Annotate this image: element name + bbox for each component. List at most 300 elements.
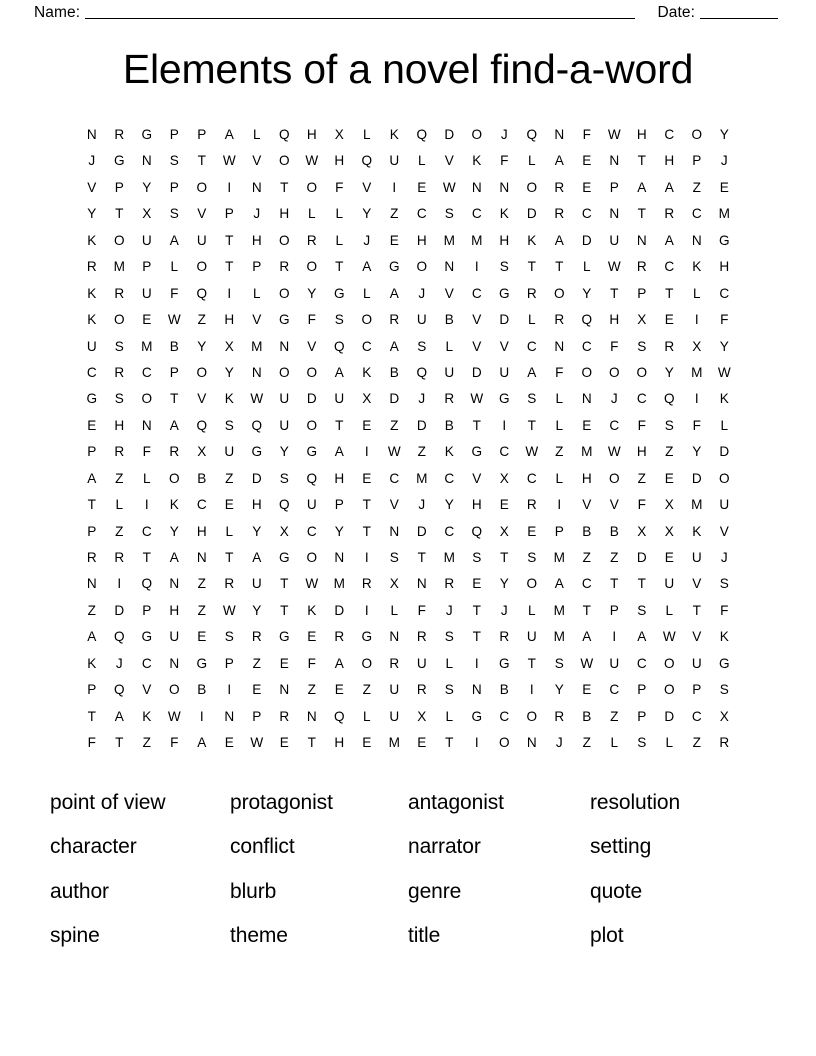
grid-cell[interactable]: K <box>499 206 509 222</box>
grid-cell[interactable]: Q <box>278 497 290 513</box>
grid-cell[interactable]: X <box>224 338 234 354</box>
grid-cell[interactable]: R <box>224 576 235 592</box>
grid-cell[interactable]: T <box>692 602 701 618</box>
grid-cell[interactable]: W <box>167 312 181 328</box>
grid-cell[interactable]: L <box>445 708 454 724</box>
grid-cell[interactable]: K <box>444 444 454 460</box>
grid-cell[interactable]: S <box>279 470 289 486</box>
grid-cell[interactable]: X <box>664 523 674 539</box>
grid-cell[interactable]: S <box>637 602 647 618</box>
grid-cell[interactable]: Y <box>554 682 564 698</box>
grid-cell[interactable]: V <box>197 391 207 407</box>
grid-cell[interactable]: B <box>609 523 619 539</box>
grid-cell[interactable]: Q <box>333 338 345 354</box>
grid-cell[interactable]: F <box>692 417 701 433</box>
grid-cell[interactable]: W <box>250 735 264 751</box>
grid-cell[interactable]: O <box>196 259 208 275</box>
grid-cell[interactable]: J <box>445 602 453 618</box>
grid-cell[interactable]: M <box>553 602 565 618</box>
grid-cell[interactable]: T <box>610 285 619 301</box>
grid-cell[interactable]: R <box>361 576 372 592</box>
grid-cell[interactable]: H <box>251 497 262 513</box>
grid-cell[interactable]: A <box>582 629 592 645</box>
grid-cell[interactable]: H <box>471 497 482 513</box>
word-list-item[interactable]: conflict <box>230 835 295 859</box>
grid-cell[interactable]: I <box>694 312 699 328</box>
grid-cell[interactable]: H <box>169 602 180 618</box>
grid-cell[interactable]: L <box>225 523 234 539</box>
grid-cell[interactable]: P <box>609 179 619 195</box>
grid-cell[interactable]: L <box>692 285 701 301</box>
grid-cell[interactable]: W <box>607 127 621 143</box>
grid-cell[interactable]: A <box>169 232 179 248</box>
grid-cell[interactable]: R <box>719 735 730 751</box>
grid-cell[interactable]: V <box>389 497 399 513</box>
grid-cell[interactable]: O <box>196 364 208 380</box>
word-list-item[interactable]: author <box>50 879 109 903</box>
grid-cell[interactable]: G <box>361 629 373 645</box>
grid-cell[interactable]: P <box>637 285 647 301</box>
grid-cell[interactable]: C <box>141 364 152 380</box>
grid-cell[interactable]: E <box>279 735 289 751</box>
word-list-item[interactable]: point of view <box>50 790 166 814</box>
grid-cell[interactable]: C <box>636 391 647 407</box>
grid-cell[interactable]: C <box>86 364 97 380</box>
grid-cell[interactable]: K <box>692 523 702 539</box>
grid-cell[interactable]: G <box>498 285 510 301</box>
grid-cell[interactable]: I <box>474 735 479 751</box>
grid-cell[interactable]: A <box>637 179 647 195</box>
grid-cell[interactable]: Q <box>416 127 428 143</box>
grid-cell[interactable]: T <box>335 417 344 433</box>
grid-cell[interactable]: E <box>389 232 399 248</box>
grid-cell[interactable]: L <box>527 312 536 328</box>
grid-cell[interactable]: A <box>197 735 207 751</box>
grid-cell[interactable]: Q <box>141 576 153 592</box>
grid-cell[interactable]: R <box>306 232 317 248</box>
grid-cell[interactable]: X <box>389 576 399 592</box>
grid-cell[interactable]: R <box>389 312 400 328</box>
grid-cell[interactable]: D <box>416 523 427 539</box>
grid-cell[interactable]: O <box>278 285 290 301</box>
grid-cell[interactable]: P <box>252 708 262 724</box>
grid-cell[interactable]: C <box>499 708 510 724</box>
grid-cell[interactable]: N <box>554 338 565 354</box>
grid-cell[interactable]: D <box>471 364 482 380</box>
word-list-item[interactable]: setting <box>590 835 652 859</box>
grid-cell[interactable]: M <box>691 364 703 380</box>
grid-cell[interactable]: L <box>527 153 536 169</box>
grid-cell[interactable]: L <box>307 206 316 222</box>
grid-cell[interactable]: U <box>691 655 702 671</box>
grid-cell[interactable]: P <box>87 523 97 539</box>
grid-cell[interactable]: Y <box>197 338 207 354</box>
grid-cell[interactable]: O <box>278 153 290 169</box>
grid-cell[interactable]: E <box>362 735 372 751</box>
grid-cell[interactable]: G <box>113 153 125 169</box>
grid-cell[interactable]: T <box>142 550 151 566</box>
grid-cell[interactable]: G <box>333 285 345 301</box>
grid-cell[interactable]: A <box>389 338 399 354</box>
grid-cell[interactable]: K <box>527 232 537 248</box>
grid-cell[interactable]: W <box>305 153 319 169</box>
grid-cell[interactable]: E <box>582 682 592 698</box>
grid-cell[interactable]: L <box>252 285 261 301</box>
grid-cell[interactable]: E <box>417 179 427 195</box>
grid-cell[interactable]: L <box>252 127 261 143</box>
grid-cell[interactable]: Z <box>390 417 399 433</box>
grid-cell[interactable]: T <box>417 550 426 566</box>
grid-cell[interactable]: V <box>692 629 702 645</box>
grid-cell[interactable]: R <box>526 497 537 513</box>
grid-cell[interactable]: E <box>417 735 427 751</box>
grid-cell[interactable]: V <box>252 312 262 328</box>
grid-cell[interactable]: E <box>279 655 289 671</box>
grid-cell[interactable]: W <box>525 444 539 460</box>
grid-cell[interactable]: W <box>717 364 731 380</box>
grid-cell[interactable]: H <box>114 417 125 433</box>
grid-cell[interactable]: I <box>364 550 369 566</box>
grid-cell[interactable]: X <box>334 127 344 143</box>
grid-cell[interactable]: U <box>499 364 510 380</box>
grid-cell[interactable]: X <box>719 708 729 724</box>
grid-cell[interactable]: T <box>637 206 646 222</box>
grid-cell[interactable]: P <box>197 127 207 143</box>
grid-cell[interactable]: Y <box>169 523 179 539</box>
grid-cell[interactable]: T <box>115 206 124 222</box>
grid-cell[interactable]: E <box>527 523 537 539</box>
grid-cell[interactable]: P <box>224 655 234 671</box>
grid-cell[interactable]: R <box>526 285 537 301</box>
grid-cell[interactable]: O <box>168 682 180 698</box>
grid-cell[interactable]: O <box>306 417 318 433</box>
grid-cell[interactable]: R <box>279 708 290 724</box>
grid-cell[interactable]: J <box>720 153 728 169</box>
grid-cell[interactable]: Q <box>306 470 318 486</box>
grid-cell[interactable]: T <box>170 391 179 407</box>
grid-cell[interactable]: R <box>389 655 400 671</box>
grid-cell[interactable]: J <box>418 391 426 407</box>
grid-cell[interactable]: T <box>665 285 674 301</box>
grid-cell[interactable]: R <box>636 259 647 275</box>
grid-cell[interactable]: Y <box>499 576 509 592</box>
grid-cell[interactable]: Y <box>87 206 97 222</box>
grid-cell[interactable]: Q <box>471 523 483 539</box>
grid-cell[interactable]: I <box>364 602 369 618</box>
grid-cell[interactable]: T <box>307 735 316 751</box>
grid-cell[interactable]: C <box>444 470 455 486</box>
grid-cell[interactable]: O <box>306 179 318 195</box>
word-list-item[interactable]: narrator <box>408 835 481 859</box>
grid-cell[interactable]: E <box>472 576 482 592</box>
grid-cell[interactable]: L <box>362 708 371 724</box>
grid-cell[interactable]: T <box>637 576 646 592</box>
grid-cell[interactable]: O <box>608 364 620 380</box>
grid-cell[interactable]: Y <box>224 364 234 380</box>
grid-cell[interactable]: A <box>87 470 97 486</box>
grid-cell[interactable]: W <box>470 391 484 407</box>
grid-cell[interactable]: T <box>280 576 289 592</box>
grid-cell[interactable]: W <box>607 259 621 275</box>
grid-cell[interactable]: O <box>498 735 510 751</box>
grid-cell[interactable]: X <box>664 497 674 513</box>
grid-cell[interactable]: T <box>225 550 234 566</box>
grid-cell[interactable]: U <box>609 232 620 248</box>
grid-cell[interactable]: Q <box>251 417 263 433</box>
grid-cell[interactable]: K <box>389 127 399 143</box>
grid-cell[interactable]: O <box>306 259 318 275</box>
grid-cell[interactable]: Q <box>113 682 125 698</box>
grid-cell[interactable]: T <box>582 602 591 618</box>
grid-cell[interactable]: I <box>364 444 369 460</box>
word-list-item[interactable]: genre <box>408 879 462 903</box>
grid-cell[interactable]: Z <box>610 550 619 566</box>
grid-cell[interactable]: M <box>388 735 400 751</box>
grid-cell[interactable]: G <box>278 629 290 645</box>
grid-cell[interactable]: P <box>142 259 152 275</box>
grid-cell[interactable]: A <box>87 629 97 645</box>
grid-cell[interactable]: O <box>526 179 538 195</box>
grid-cell[interactable]: M <box>553 629 565 645</box>
grid-cell[interactable]: Y <box>252 602 262 618</box>
grid-cell[interactable]: G <box>278 550 290 566</box>
grid-cell[interactable]: P <box>554 523 564 539</box>
grid-cell[interactable]: V <box>307 338 317 354</box>
grid-cell[interactable]: G <box>718 232 730 248</box>
grid-cell[interactable]: Z <box>225 470 234 486</box>
grid-cell[interactable]: U <box>691 550 702 566</box>
grid-cell[interactable]: Z <box>665 444 674 460</box>
grid-cell[interactable]: U <box>389 708 400 724</box>
grid-cell[interactable]: M <box>553 550 565 566</box>
grid-cell[interactable]: J <box>115 655 123 671</box>
grid-cell[interactable]: N <box>609 153 620 169</box>
grid-cell[interactable]: F <box>170 285 179 301</box>
grid-cell[interactable]: A <box>554 153 564 169</box>
grid-cell[interactable]: M <box>443 550 455 566</box>
grid-cell[interactable]: K <box>362 364 372 380</box>
grid-cell[interactable]: C <box>581 576 592 592</box>
grid-cell[interactable]: E <box>582 153 592 169</box>
grid-cell[interactable]: E <box>719 179 729 195</box>
grid-cell[interactable]: V <box>444 285 454 301</box>
grid-cell[interactable]: P <box>692 153 702 169</box>
grid-cell[interactable]: F <box>610 338 619 354</box>
grid-cell[interactable]: Y <box>719 338 729 354</box>
grid-cell[interactable]: X <box>279 523 289 539</box>
grid-cell[interactable]: E <box>499 497 509 513</box>
grid-cell[interactable]: Z <box>692 735 701 751</box>
grid-cell[interactable]: U <box>224 444 235 460</box>
grid-cell[interactable]: J <box>555 735 563 751</box>
grid-cell[interactable]: D <box>114 602 125 618</box>
grid-cell[interactable]: T <box>472 629 481 645</box>
word-list-item[interactable]: character <box>50 835 137 859</box>
grid-cell[interactable]: L <box>115 497 124 513</box>
grid-cell[interactable]: T <box>555 259 564 275</box>
grid-cell[interactable]: N <box>86 127 97 143</box>
grid-cell[interactable]: V <box>197 206 207 222</box>
grid-cell[interactable]: O <box>718 470 730 486</box>
grid-cell[interactable]: G <box>86 391 98 407</box>
grid-cell[interactable]: N <box>389 629 400 645</box>
grid-cell[interactable]: G <box>471 708 483 724</box>
grid-cell[interactable]: I <box>529 682 534 698</box>
grid-cell[interactable]: H <box>251 232 262 248</box>
date-write-in-line[interactable] <box>700 18 778 19</box>
grid-cell[interactable]: V <box>692 576 702 592</box>
grid-cell[interactable]: K <box>87 312 97 328</box>
grid-cell[interactable]: H <box>636 127 647 143</box>
grid-cell[interactable]: U <box>86 338 97 354</box>
grid-cell[interactable]: B <box>197 682 207 698</box>
grid-cell[interactable]: M <box>251 338 263 354</box>
grid-cell[interactable]: P <box>224 206 234 222</box>
grid-cell[interactable]: G <box>141 127 153 143</box>
grid-cell[interactable]: V <box>719 523 729 539</box>
grid-cell[interactable]: L <box>362 127 371 143</box>
grid-cell[interactable]: D <box>719 444 730 460</box>
grid-cell[interactable]: F <box>307 655 316 671</box>
grid-cell[interactable]: O <box>306 550 318 566</box>
grid-cell[interactable]: L <box>665 735 674 751</box>
grid-cell[interactable]: Z <box>610 708 619 724</box>
grid-cell[interactable]: S <box>444 206 454 222</box>
grid-cell[interactable]: R <box>444 576 455 592</box>
grid-cell[interactable]: S <box>719 576 729 592</box>
grid-cell[interactable]: C <box>691 708 702 724</box>
grid-cell[interactable]: C <box>719 285 730 301</box>
grid-cell[interactable]: Y <box>664 364 674 380</box>
grid-cell[interactable]: O <box>168 470 180 486</box>
grid-cell[interactable]: Z <box>115 470 124 486</box>
grid-cell[interactable]: Q <box>278 127 290 143</box>
grid-cell[interactable]: F <box>170 735 179 751</box>
grid-cell[interactable]: Z <box>307 682 316 698</box>
grid-cell[interactable]: Z <box>582 735 591 751</box>
grid-cell[interactable]: X <box>692 338 702 354</box>
grid-cell[interactable]: T <box>637 153 646 169</box>
grid-cell[interactable]: Y <box>362 206 372 222</box>
grid-cell[interactable]: O <box>663 682 675 698</box>
grid-cell[interactable]: N <box>251 179 262 195</box>
grid-cell[interactable]: Z <box>142 735 151 751</box>
grid-cell[interactable]: V <box>499 338 509 354</box>
grid-cell[interactable]: K <box>87 232 97 248</box>
grid-cell[interactable]: C <box>581 206 592 222</box>
grid-cell[interactable]: I <box>144 497 149 513</box>
grid-cell[interactable]: P <box>142 602 152 618</box>
grid-cell[interactable]: J <box>88 153 96 169</box>
grid-cell[interactable]: O <box>581 364 593 380</box>
grid-cell[interactable]: H <box>499 232 510 248</box>
grid-cell[interactable]: R <box>554 206 565 222</box>
grid-cell[interactable]: E <box>582 179 592 195</box>
grid-cell[interactable]: T <box>225 232 234 248</box>
grid-cell[interactable]: N <box>169 655 180 671</box>
grid-cell[interactable]: U <box>306 497 317 513</box>
grid-cell[interactable]: L <box>555 417 564 433</box>
grid-cell[interactable]: L <box>527 602 536 618</box>
grid-cell[interactable]: C <box>499 444 510 460</box>
grid-cell[interactable]: G <box>251 444 263 460</box>
grid-cell[interactable]: T <box>527 417 536 433</box>
grid-cell[interactable]: A <box>554 576 564 592</box>
grid-cell[interactable]: U <box>141 232 152 248</box>
grid-cell[interactable]: W <box>580 655 594 671</box>
grid-cell[interactable]: D <box>499 312 510 328</box>
grid-cell[interactable]: K <box>719 629 729 645</box>
grid-cell[interactable]: C <box>664 127 675 143</box>
grid-cell[interactable]: E <box>362 470 372 486</box>
grid-cell[interactable]: F <box>500 153 509 169</box>
grid-cell[interactable]: G <box>718 655 730 671</box>
grid-cell[interactable]: V <box>582 497 592 513</box>
grid-cell[interactable]: I <box>392 179 397 195</box>
grid-cell[interactable]: L <box>610 735 619 751</box>
grid-cell[interactable]: W <box>305 576 319 592</box>
grid-cell[interactable]: L <box>362 285 371 301</box>
grid-cell[interactable]: B <box>582 708 592 724</box>
grid-cell[interactable]: A <box>389 285 399 301</box>
grid-cell[interactable]: N <box>141 417 152 433</box>
grid-cell[interactable]: U <box>526 629 537 645</box>
word-list-item[interactable]: quote <box>590 879 643 903</box>
grid-cell[interactable]: A <box>334 364 344 380</box>
grid-cell[interactable]: U <box>169 629 180 645</box>
grid-cell[interactable]: Z <box>582 550 591 566</box>
grid-cell[interactable]: H <box>334 153 345 169</box>
grid-cell[interactable]: R <box>114 364 125 380</box>
grid-cell[interactable]: U <box>389 153 400 169</box>
grid-cell[interactable]: F <box>582 127 591 143</box>
grid-cell[interactable]: R <box>334 629 345 645</box>
grid-cell[interactable]: B <box>197 470 207 486</box>
grid-cell[interactable]: E <box>664 550 674 566</box>
grid-cell[interactable]: V <box>362 179 372 195</box>
grid-cell[interactable]: U <box>141 285 152 301</box>
name-write-in-line[interactable] <box>85 18 635 19</box>
grid-cell[interactable]: O <box>526 708 538 724</box>
grid-cell[interactable]: U <box>664 576 675 592</box>
grid-cell[interactable]: X <box>362 391 372 407</box>
grid-cell[interactable]: L <box>445 338 454 354</box>
grid-cell[interactable]: W <box>222 153 236 169</box>
grid-cell[interactable]: T <box>225 259 234 275</box>
grid-cell[interactable]: C <box>141 523 152 539</box>
grid-cell[interactable]: D <box>691 470 702 486</box>
grid-cell[interactable]: A <box>224 127 234 143</box>
grid-cell[interactable]: G <box>471 444 483 460</box>
grid-cell[interactable]: G <box>498 655 510 671</box>
grid-cell[interactable]: H <box>306 127 317 143</box>
grid-cell[interactable]: I <box>227 682 232 698</box>
grid-cell[interactable]: U <box>609 655 620 671</box>
grid-cell[interactable]: F <box>335 179 344 195</box>
grid-cell[interactable]: D <box>416 417 427 433</box>
grid-cell[interactable]: T <box>527 655 536 671</box>
grid-cell[interactable]: B <box>499 682 509 698</box>
word-list-item[interactable]: protagonist <box>230 790 333 814</box>
grid-cell[interactable]: D <box>581 232 592 248</box>
grid-cell[interactable]: P <box>334 497 344 513</box>
grid-cell[interactable]: L <box>335 232 344 248</box>
grid-cell[interactable]: I <box>694 391 699 407</box>
grid-cell[interactable]: P <box>637 682 647 698</box>
grid-cell[interactable]: N <box>86 576 97 592</box>
grid-cell[interactable]: D <box>664 708 675 724</box>
grid-cell[interactable]: T <box>87 708 96 724</box>
